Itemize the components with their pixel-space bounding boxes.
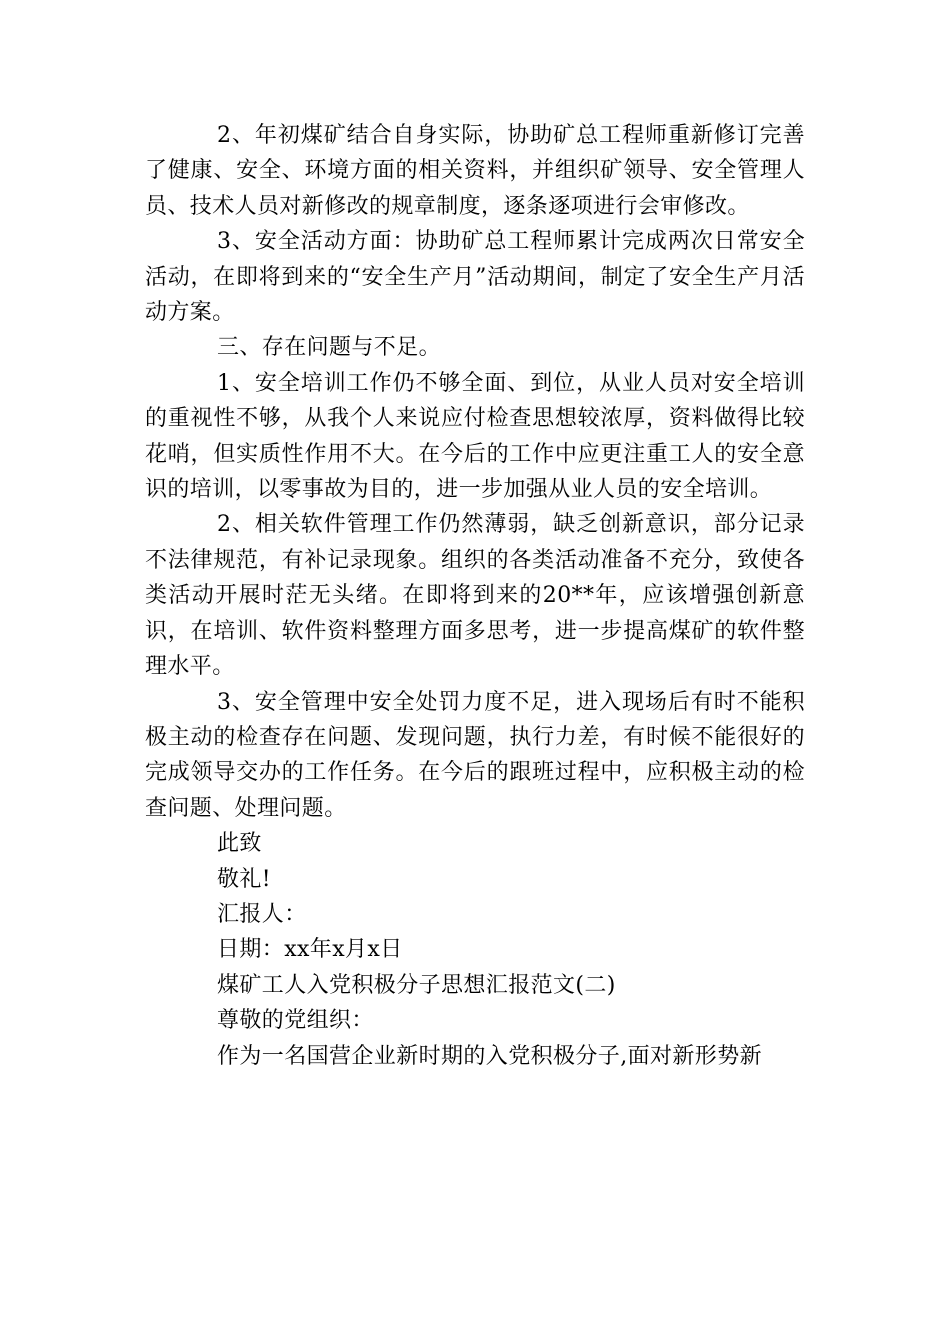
next-article-greeting: 尊敬的党组织： [217, 1008, 374, 1034]
document-page [145, 118, 805, 1074]
paragraph-revision: 2、年初煤矿结合自身实际，协助矿总工程师重新修订完善了健康、安全、环境方面的相关资料，并组织矿领导、安全管理人员、技术人员对新修改的规章制度，逐条逐项进行会审修改。 [145, 123, 805, 219]
paragraph-software-issue: 2、相关软件管理工作仍然薄弱，缺乏创新意识，部分记录不法律规范，有补记录现象。组织的各类活动准备不充分，致使各类活动开展时茫无头绪。在即将到来的20**年，应该增强创新意识，在培训、软件资料整理方面多思考，进一步提高煤矿的软件整理水平。 [145, 512, 805, 680]
date-line: 日期：xx年x月x日 [217, 937, 403, 963]
paragraph-penalty-issue: 3、安全管理中安全处罚力度不足，进入现场后有时不能积极主动的检查存在问题、发现问题，执行力差，有时候不能很好的完成领导交办的工作任务。在今后的跟班过程中，应积极主动的检查问题、处理问题。 [145, 689, 805, 821]
closing-salutation: 此致 [217, 831, 262, 857]
reporter-label: 汇报人： [217, 901, 307, 927]
paragraph-safety-activities: 3、安全活动方面：协助矿总工程师累计完成两次日常安全活动，在即将到来的“安全生产月”活动期间，制定了安全生产月活动方案。 [145, 229, 805, 326]
next-article-title: 煤矿工人入党积极分子思想汇报范文(二) [217, 972, 616, 998]
paragraph-training-issue: 1、安全培训工作仍不够全面、到位，从业人员对安全培训的重视性不够，从我个人来说应付检查思想较浓厚，资料做得比较花哨，但实质性作用不大。在今后的工作中应更注重工人的安全意识的培训，以零事故为目的，进一步加强从业人员的安全培训。 [145, 370, 805, 503]
next-article-opening: 作为一名国营企业新时期的入党积极分子,面对新形势新 [217, 1043, 762, 1069]
closing-respect: 敬礼! [217, 866, 272, 892]
section-heading-problems: 三、存在问题与不足。 [217, 335, 442, 361]
